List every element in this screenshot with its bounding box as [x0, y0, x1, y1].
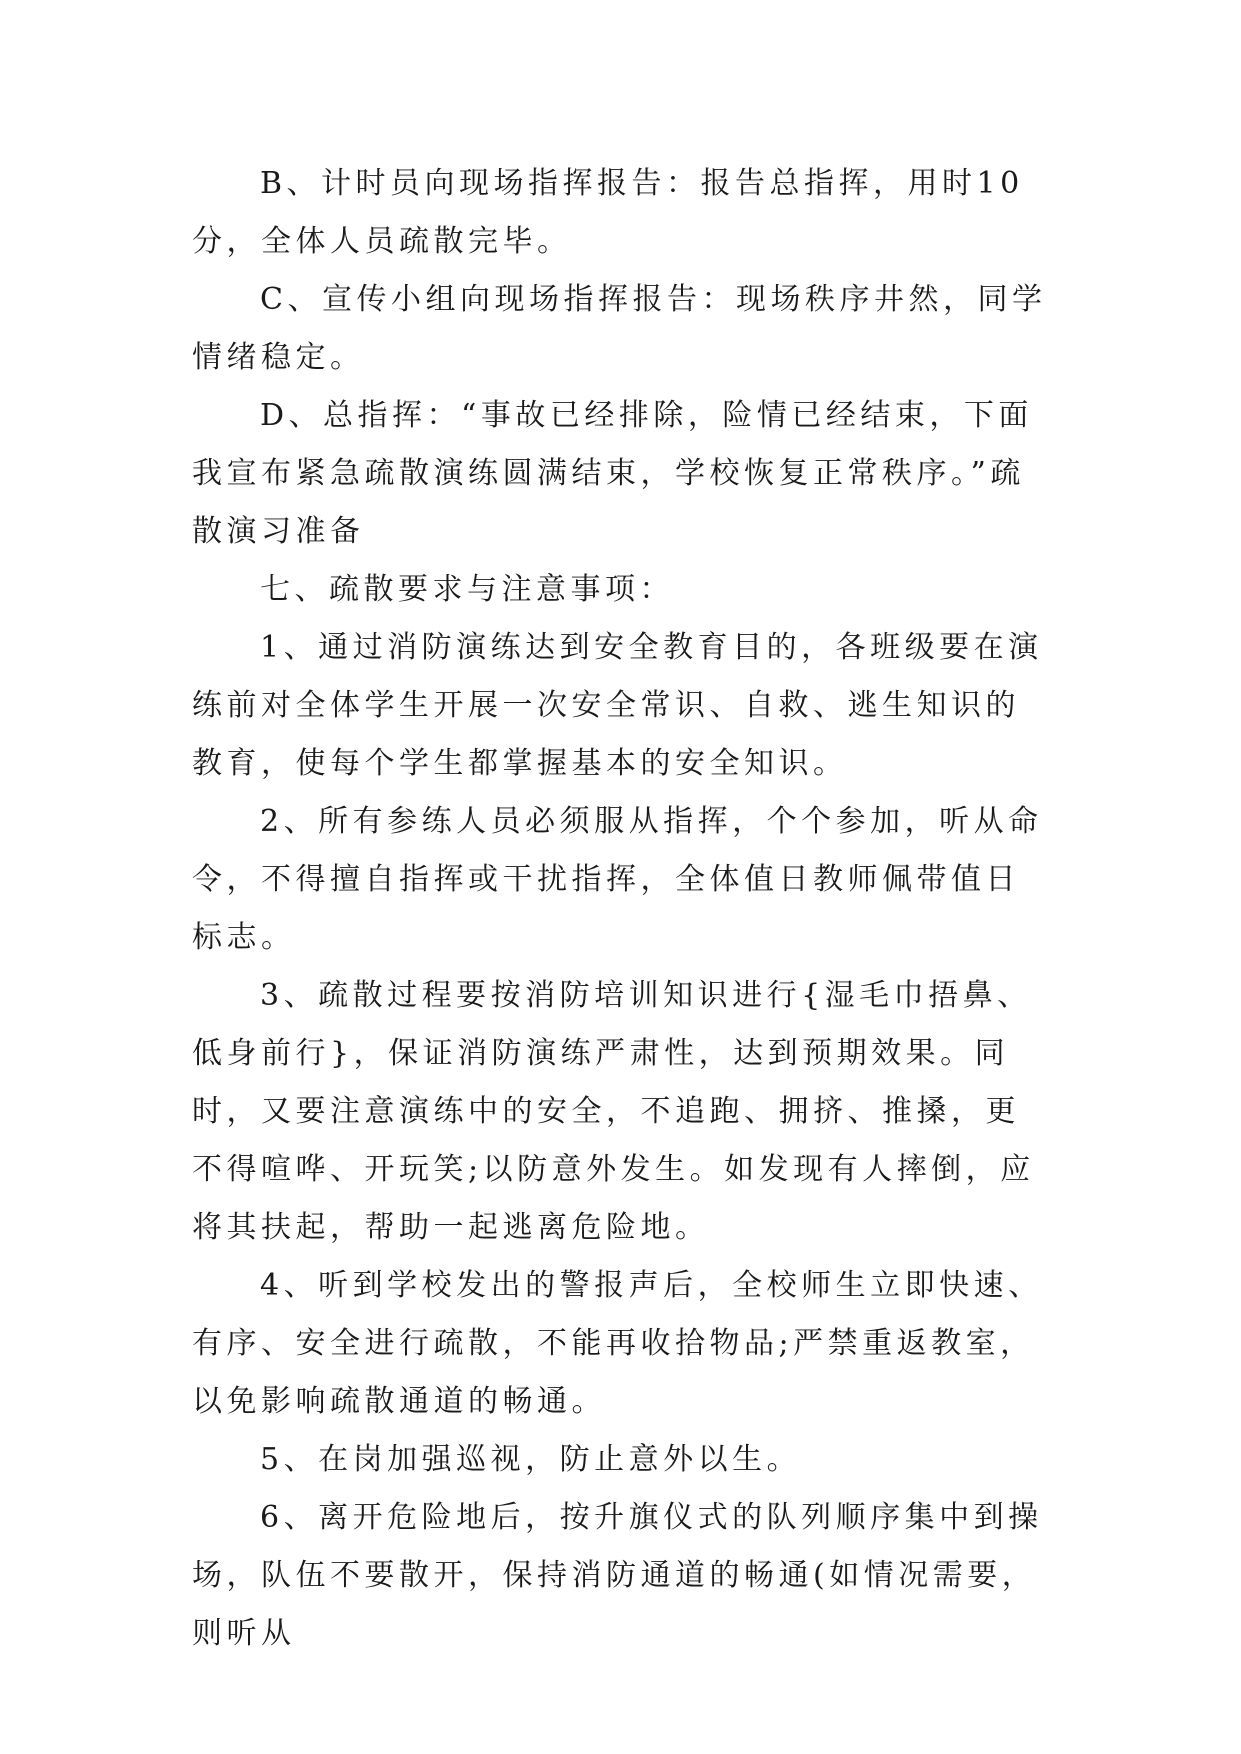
paragraph-d-commander-announcement: D、总指挥：“事故已经排除，险情已经结束，下面我宣布紧急疏散演练圆满结束，学校恢复正常秩序。”疏散演习准备 — [192, 398, 1033, 549]
document-page — [192, 155, 1052, 1663]
paragraph-c-publicity-report: C、宣传小组向现场指挥报告：现场秩序井然，同学情绪稳定。 — [192, 282, 1047, 375]
section-heading-requirements: 七、疏散要求与注意事项： — [260, 572, 674, 607]
requirement-item-4: 4、听到学校发出的警报声后，全校师生立即快速、有序、安全进行疏散，不能再收拾物品;严禁重返教室，以免影响疏散通道的畅通。 — [192, 1268, 1043, 1419]
requirement-item-1: 1、通过消防演练达到安全教育目的，各班级要在演练前对全体学生开展一次安全常识、自救、逃生知识的教育，使每个学生都掌握基本的安全知识。 — [192, 630, 1043, 781]
requirement-item-2: 2、所有参练人员必须服从指挥，个个参加，听从命令，不得擅自指挥或干扰指挥，全体值日教师佩带值日标志。 — [192, 804, 1043, 955]
requirement-item-3: 3、疏散过程要按消防培训知识进行{湿毛巾捂鼻、低身前行}，保证消防演练严肃性，达到预期效果。同时，又要注意演练中的安全，不追跑、拥挤、推搡，更不得喧哗、开玩笑;以防意外发生。如发现有人摔倒，应将其扶起，帮助一起逃离危险地。 — [192, 978, 1035, 1245]
requirement-item-6: 6、离开危险地后，按升旗仪式的队列顺序集中到操场，队伍不要散开，保持消防通道的畅通(如情况需要，则听从 — [192, 1500, 1043, 1651]
paragraph-b-timekeeper-report: B、计时员向现场指挥报告：报告总指挥，用时10分，全体人员疏散完毕。 — [192, 166, 1024, 259]
requirement-item-5: 5、在岗加强巡视，防止意外以生。 — [260, 1442, 802, 1477]
